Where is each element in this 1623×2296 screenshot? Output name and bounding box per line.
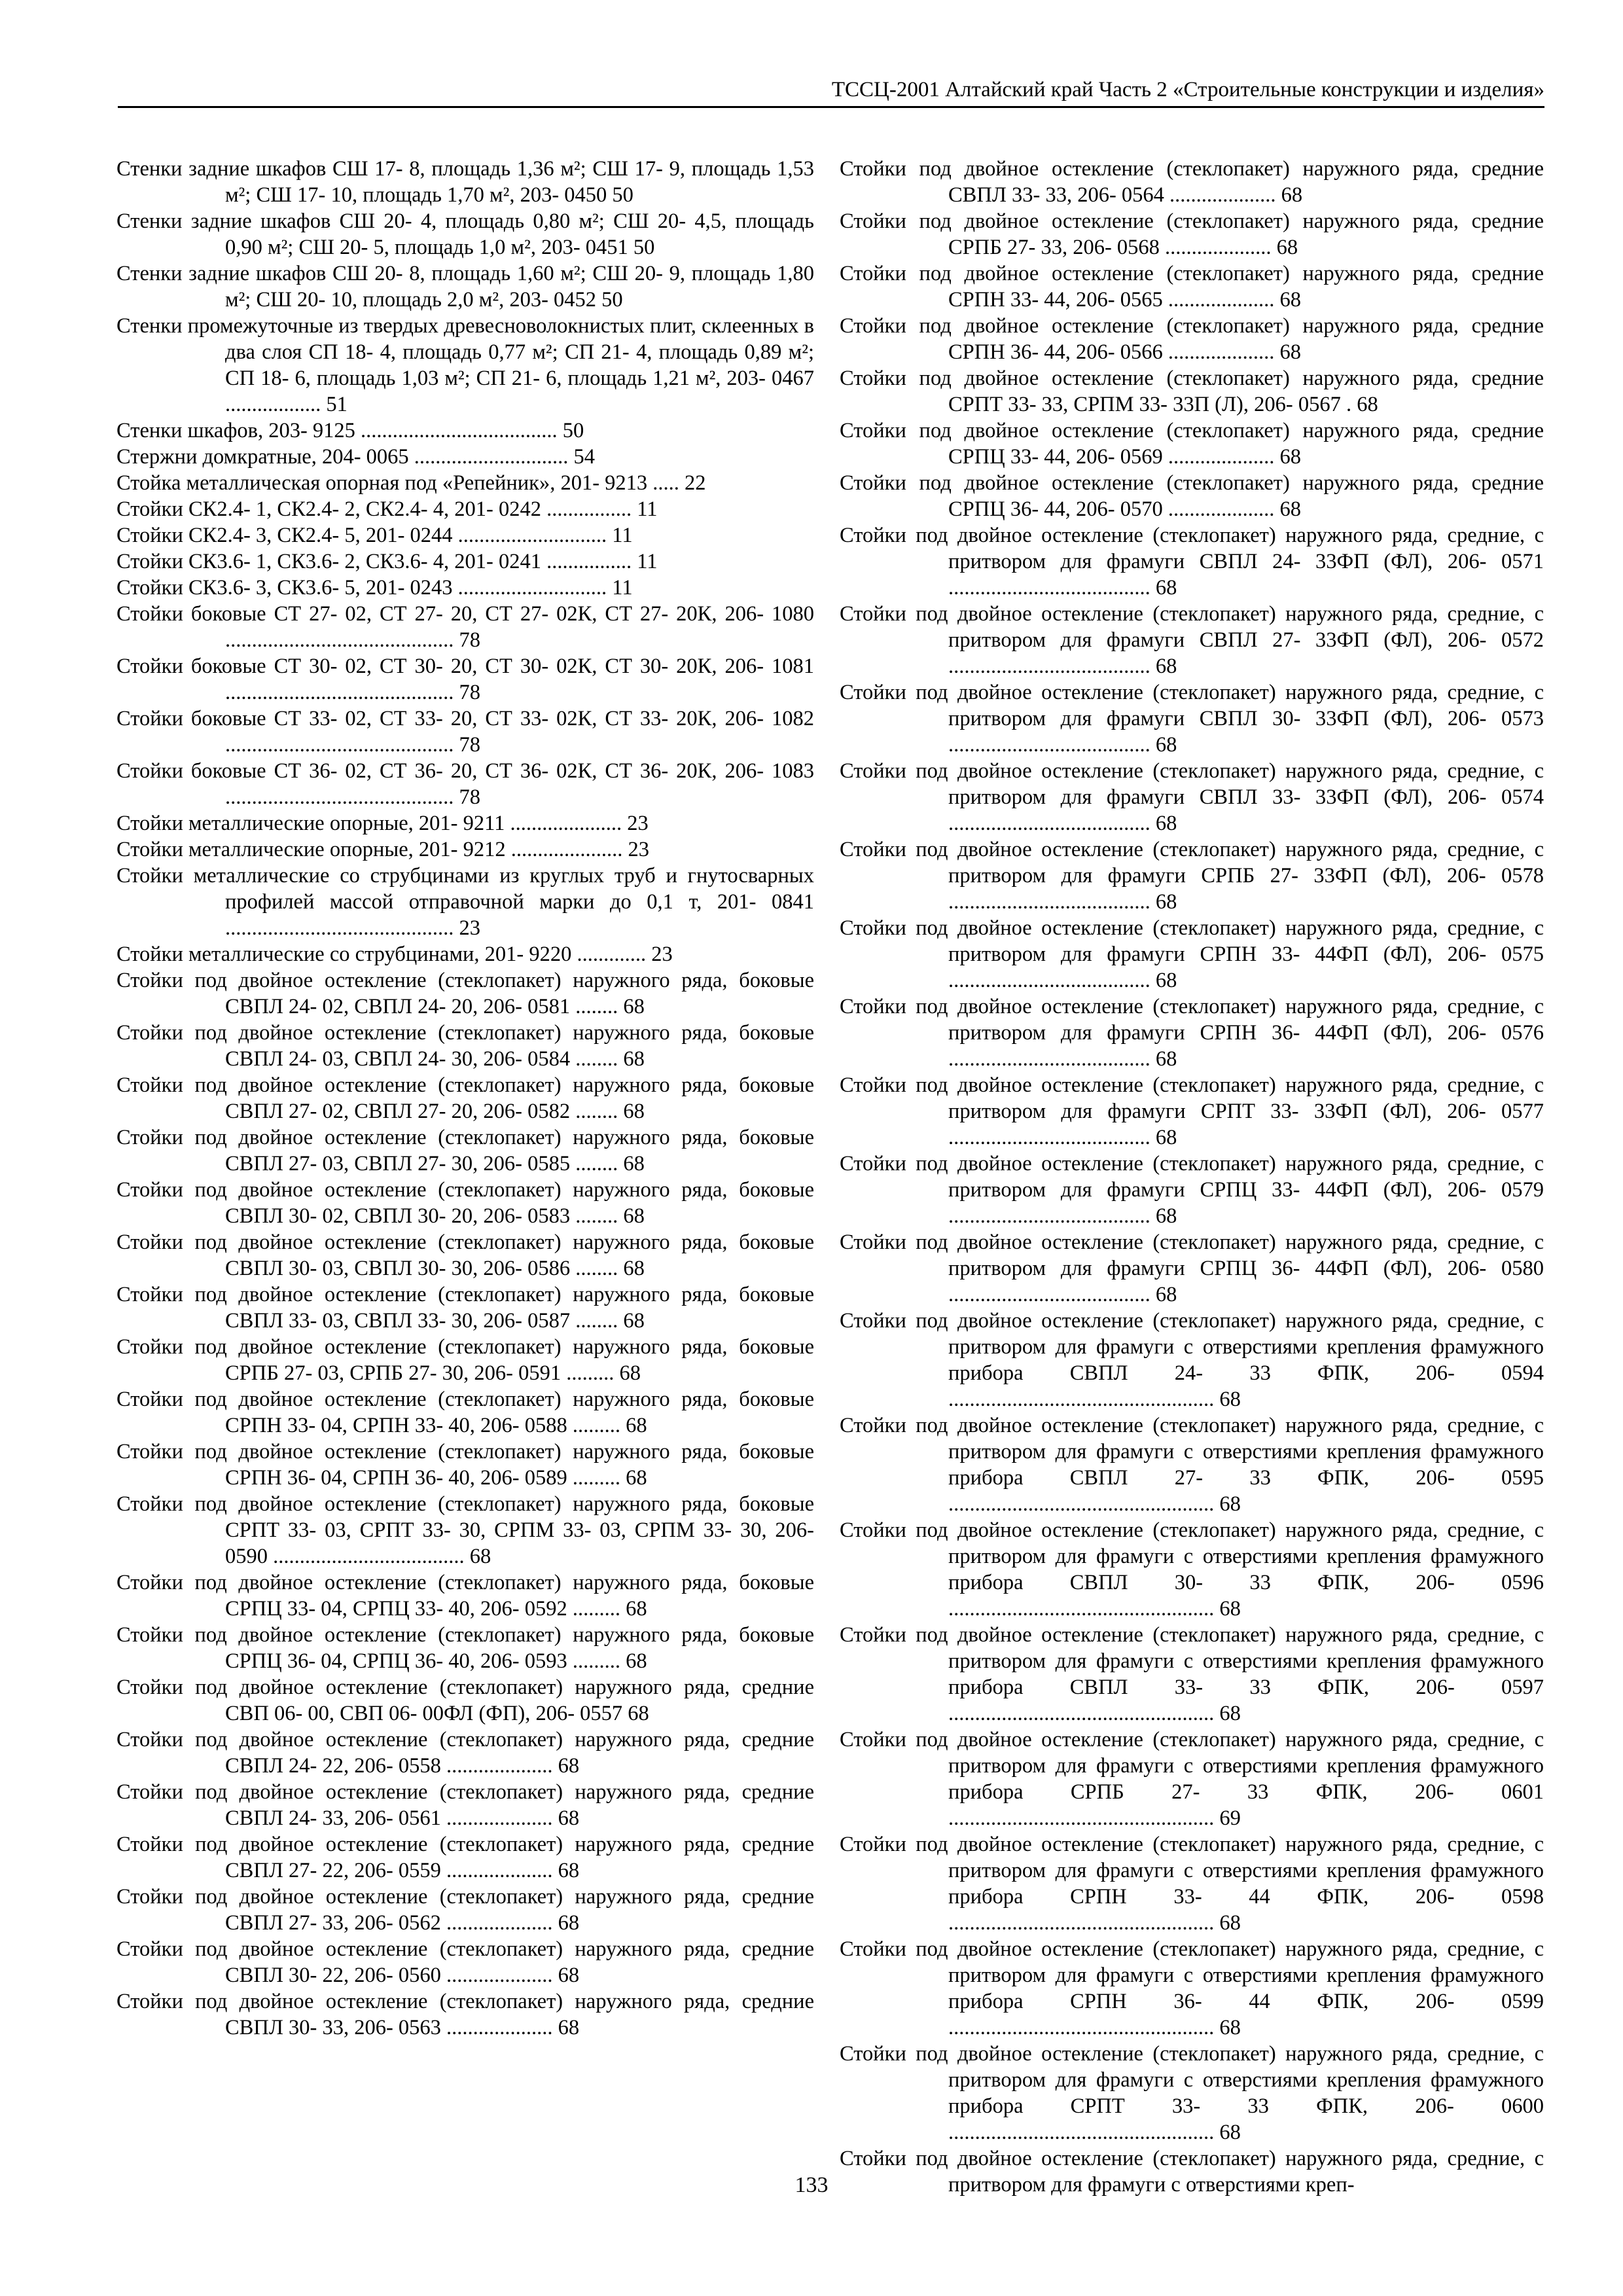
index-entry: Стойки под двойное остекление (стеклопакет) наружного ряда, средние, с притвором для фрамуги СРПН 36- 44ФП (ФЛ), 206- 0576 ...................................... 68 (840, 995, 1544, 1071)
index-entry: Стойки под двойное остекление (стеклопакет) наружного ряда, средние СРПЦ 36- 44, 206- 0570 .................... 68 (840, 471, 1544, 521)
index-entry: Стойки под двойное остекление (стеклопакет) наружного ряда, боковые СРПЦ 36- 04, СРПЦ 36- 40, 206- 0593 ......... 68 (116, 1623, 814, 1673)
index-entry: Стойки под двойное остекление (стеклопакет) наружного ряда, средние СРПЦ 33- 44, 206- 0569 .................... 68 (840, 419, 1544, 469)
index-entry: Стенки промежуточные из твердых древесноволокнистых плит, склеенных в два слоя СП 18- 4, площадь 0,77 м²; СП 21- 4, площадь 0,89 м²; СП 18- 6, площадь 1,03 м²; СП 21- 6, площадь 1,21 м², 203- 0467 .................. 51 (116, 314, 814, 416)
index-entry: Стойки под двойное остекление (стеклопакет) наружного ряда, средние СВП 06- 00, СВП 06- 00ФЛ (ФП), 206- 0557 68 (116, 1676, 814, 1725)
index-entry: Стойки под двойное остекление (стеклопакет) наружного ряда, средние, с притвором для фрамуги с отверстиями крепления фрамужного прибора СВПЛ 33- 33 ФПК, 206- 0597 .................................................. 68 (840, 1623, 1544, 1725)
index-entry: Стойки под двойное остекление (стеклопакет) наружного ряда, боковые СВПЛ 30- 03, СВПЛ 30- 30, 206- 0586 ........ 68 (116, 1230, 814, 1280)
index-entry: Стойки под двойное остекление (стеклопакет) наружного ряда, средние СВПЛ 24- 22, 206- 0558 .................... 68 (116, 1728, 814, 1778)
index-entry: Стойки под двойное остекление (стеклопакет) наружного ряда, средние СРПН 33- 44, 206- 0565 .................... 68 (840, 262, 1544, 312)
index-entry: Стойки под двойное остекление (стеклопакет) наружного ряда, средние, с притвором для фрамуги СВПЛ 24- 33ФП (ФЛ), 206- 0571 ...................................... 68 (840, 524, 1544, 600)
index-entry: Стойки под двойное остекление (стеклопакет) наружного ряда, средние СРПН 36- 44, 206- 0566 .................... 68 (840, 314, 1544, 364)
index-entry: Стойки металлические со струбцинами из круглых труб и гнутосварных профилей массой отправочной марки до 0,1 т, 201- 0841 ........................................... 23 (116, 864, 814, 940)
index-entry: Стойки под двойное остекление (стеклопакет) наружного ряда, средние, с притвором для фрамуги с отверстиями креп- (840, 2147, 1544, 2197)
index-entry: Стойки СК3.6- 3, СК3.6- 5, 201- 0243 ............................ 11 (116, 576, 633, 600)
index-entry: Стержни домкратные, 204- 0065 ............................. 54 (116, 445, 596, 469)
running-header (118, 72, 1544, 108)
index-entry: Стойки под двойное остекление (стеклопакет) наружного ряда, средние СВПЛ 27- 33, 206- 0562 .................... 68 (116, 1885, 814, 1935)
index-entry: Стойки боковые СТ 36- 02, СТ 36- 20, СТ 36- 02К, СТ 36- 20К, 206- 1083 ........................................... 78 (116, 759, 814, 809)
index-entry: Стойки под двойное остекление (стеклопакет) наружного ряда, средние, с притвором для фрамуги с отверстиями крепления фрамужного прибора СРПН 33- 44 ФПК, 206- 0598 .................................................. 68 (840, 1833, 1544, 1935)
index-entry: Стойки под двойное остекление (стеклопакет) наружного ряда, средние СВПЛ 24- 33, 206- 0561 .................... 68 (116, 1780, 814, 1830)
index-entry: Стойки боковые СТ 30- 02, СТ 30- 20, СТ 30- 02К, СТ 30- 20К, 206- 1081 ........................................... 78 (116, 655, 814, 704)
index-entry: Стойки под двойное остекление (стеклопакет) наружного ряда, средние, с притвором для фрамуги с отверстиями крепления фрамужного прибора СВПЛ 30- 33 ФПК, 206- 0596 .................................................. 68 (840, 1518, 1544, 1621)
index-entry: Стойки под двойное остекление (стеклопакет) наружного ряда, боковые СРПН 33- 04, СРПН 33- 40, 206- 0588 ......... 68 (116, 1388, 814, 1437)
index-entry: Стойки под двойное остекление (стеклопакет) наружного ряда, боковые СРПБ 27- 03, СРПБ 27- 30, 206- 0591 ......... 68 (116, 1335, 814, 1385)
index-entry: Стойки под двойное остекление (стеклопакет) наружного ряда, средние СВПЛ 30- 33, 206- 0563 .................... 68 (116, 1990, 814, 2039)
index-entry: Стойки под двойное остекление (стеклопакет) наружного ряда, средние, с притвором для фрамуги с отверстиями крепления фрамужного прибора СВПЛ 24- 33 ФПК, 206- 0594 .................................................. 68 (840, 1309, 1544, 1411)
index-entry: Стенки шкафов, 203- 9125 ..................................... 50 (116, 419, 584, 442)
index-entry: Стойки под двойное остекление (стеклопакет) наружного ряда, средние, с притвором для фрамуги с отверстиями крепления фрамужного прибора СРПБ 27- 33 ФПК, 206- 0601 .................................................. 69 (840, 1728, 1544, 1830)
index-entry: Стойки СК2.4- 1, СК2.4- 2, СК2.4- 4, 201- 0242 ................ 11 (116, 497, 658, 521)
index-column-left (116, 156, 814, 2041)
index-entry: Стойки под двойное остекление (стеклопакет) наружного ряда, боковые СВПЛ 30- 02, СВПЛ 30- 20, 206- 0583 ........ 68 (116, 1178, 814, 1228)
index-entry: Стойки под двойное остекление (стеклопакет) наружного ряда, средние, с притвором для фрамуги СВПЛ 30- 33ФП (ФЛ), 206- 0573 ...................................... 68 (840, 681, 1544, 757)
index-entry: Стойки металлические опорные, 201- 9211 ..................... 23 (116, 812, 649, 835)
index-entry: Стойки под двойное остекление (стеклопакет) наружного ряда, боковые СВПЛ 27- 02, СВПЛ 27- 20, 206- 0582 ........ 68 (116, 1073, 814, 1123)
running-title: ТССЦ-2001 Алтайский край Часть 2 «Строительные конструкции и изделия» (831, 78, 1544, 101)
index-entry: Стойки под двойное остекление (стеклопакет) наружного ряда, боковые СВПЛ 27- 03, СВПЛ 27- 30, 206- 0585 ........ 68 (116, 1126, 814, 1175)
index-column-right (840, 156, 1544, 2198)
index-entry: Стойки СК2.4- 3, СК2.4- 5, 201- 0244 ............................ 11 (116, 524, 633, 547)
index-entry: Стойки под двойное остекление (стеклопакет) наружного ряда, боковые СРПЦ 33- 04, СРПЦ 33- 40, 206- 0592 ......... 68 (116, 1571, 814, 1621)
index-entry: Стойки под двойное остекление (стеклопакет) наружного ряда, средние СВПЛ 27- 22, 206- 0559 .................... 68 (116, 1833, 814, 1882)
index-entry: Стойки под двойное остекление (стеклопакет) наружного ряда, средние, с притвором для фрамуги СРПЦ 33- 44ФП (ФЛ), 206- 0579 ...................................... 68 (840, 1152, 1544, 1228)
index-entry: Стойки под двойное остекление (стеклопакет) наружного ряда, средние, с притвором для фрамуги с отверстиями крепления фрамужного прибора СВПЛ 27- 33 ФПК, 206- 0595 .................................................. 68 (840, 1414, 1544, 1516)
index-entry: Стойки под двойное остекление (стеклопакет) наружного ряда, средние, с притвором для фрамуги с отверстиями крепления фрамужного прибора СРПН 36- 44 ФПК, 206- 0599 .................................................. 68 (840, 1937, 1544, 2039)
index-entry: Стойки боковые СТ 33- 02, СТ 33- 20, СТ 33- 02К, СТ 33- 20К, 206- 1082 ........................................... 78 (116, 707, 814, 757)
index-entry: Стойки под двойное остекление (стеклопакет) наружного ряда, средние, с притвором для фрамуги СРПБ 27- 33ФП (ФЛ), 206- 0578 ...................................... 68 (840, 838, 1544, 914)
index-entry: Стойки под двойное остекление (стеклопакет) наружного ряда, средние СРПТ 33- 33, СРПМ 33- 33П (Л), 206- 0567 . 68 (840, 367, 1544, 416)
index-entry: Стойки под двойное остекление (стеклопакет) наружного ряда, средние СРПБ 27- 33, 206- 0568 .................... 68 (840, 209, 1544, 259)
index-entry: Стойки под двойное остекление (стеклопакет) наружного ряда, средние, с притвором для фрамуги СРПН 33- 44ФП (ФЛ), 206- 0575 ...................................... 68 (840, 916, 1544, 992)
index-entry: Стойки под двойное остекление (стеклопакет) наружного ряда, средние, с притвором для фрамуги с отверстиями крепления фрамужного прибора СРПТ 33- 33 ФПК, 206- 0600 .................................................. 68 (840, 2042, 1544, 2144)
index-entry: Стойки металлические опорные, 201- 9212 ..................... 23 (116, 838, 649, 861)
index-entry: Стенки задние шкафов СШ 20- 8, площадь 1,60 м²; СШ 20- 9, площадь 1,80 м²; СШ 20- 10, площадь 2,0 м², 203- 0452 50 (116, 262, 814, 312)
index-entry: Стойки под двойное остекление (стеклопакет) наружного ряда, боковые СРПН 36- 04, СРПН 36- 40, 206- 0589 ......... 68 (116, 1440, 814, 1490)
index-entry: Стойки СК3.6- 1, СК3.6- 2, СК3.6- 4, 201- 0241 ................ 11 (116, 550, 658, 573)
index-entry: Стенки задние шкафов СШ 17- 8, площадь 1,36 м²; СШ 17- 9, площадь 1,53 м²; СШ 17- 10, площадь 1,70 м², 203- 0450 50 (116, 157, 814, 207)
index-entry: Стойки под двойное остекление (стеклопакет) наружного ряда, средние, с притвором для фрамуги СРПЦ 36- 44ФП (ФЛ), 206- 0580 ...................................... 68 (840, 1230, 1544, 1306)
index-entry: Стойки под двойное остекление (стеклопакет) наружного ряда, средние, с притвором для фрамуги СВПЛ 33- 33ФП (ФЛ), 206- 0574 ...................................... 68 (840, 759, 1544, 835)
index-entry: Стойки под двойное остекление (стеклопакет) наружного ряда, боковые СВПЛ 24- 03, СВПЛ 24- 30, 206- 0584 ........ 68 (116, 1021, 814, 1071)
index-entry: Стойки под двойное остекление (стеклопакет) наружного ряда, боковые СВПЛ 24- 02, СВПЛ 24- 20, 206- 0581 ........ 68 (116, 969, 814, 1018)
index-entry: Стойки под двойное остекление (стеклопакет) наружного ряда, средние, с притвором для фрамуги СВПЛ 27- 33ФП (ФЛ), 206- 0572 ...................................... 68 (840, 602, 1544, 678)
index-entry: Стойки под двойное остекление (стеклопакет) наружного ряда, средние СВПЛ 30- 22, 206- 0560 .................... 68 (116, 1937, 814, 1987)
index-entry: Стенки задние шкафов СШ 20- 4, площадь 0,80 м²; СШ 20- 4,5, площадь 0,90 м²; СШ 20- 5, площадь 1,0 м², 203- 0451 50 (116, 209, 814, 259)
index-entry: Стойки боковые СТ 27- 02, СТ 27- 20, СТ 27- 02К, СТ 27- 20К, 206- 1080 ........................................... 78 (116, 602, 814, 652)
index-entry: Стойки под двойное остекление (стеклопакет) наружного ряда, средние, с притвором для фрамуги СРПТ 33- 33ФП (ФЛ), 206- 0577 ...................................... 68 (840, 1073, 1544, 1149)
page-number: 133 (794, 2173, 829, 2197)
index-entry: Стойки под двойное остекление (стеклопакет) наружного ряда, боковые СРПТ 33- 03, СРПТ 33- 30, СРПМ 33- 03, СРПМ 33- 30, 206- 0590 .................................... 68 (116, 1492, 814, 1568)
index-entry: Стойка металлическая опорная под «Репейник», 201- 9213 ..... 22 (116, 471, 706, 495)
index-entry: Стойки металлические со струбцинами, 201- 9220 ............. 23 (116, 942, 673, 966)
index-entry: Стойки под двойное остекление (стеклопакет) наружного ряда, средние СВПЛ 33- 33, 206- 0564 .................... 68 (840, 157, 1544, 207)
index-entry: Стойки под двойное остекление (стеклопакет) наружного ряда, боковые СВПЛ 33- 03, СВПЛ 33- 30, 206- 0587 ........ 68 (116, 1283, 814, 1333)
